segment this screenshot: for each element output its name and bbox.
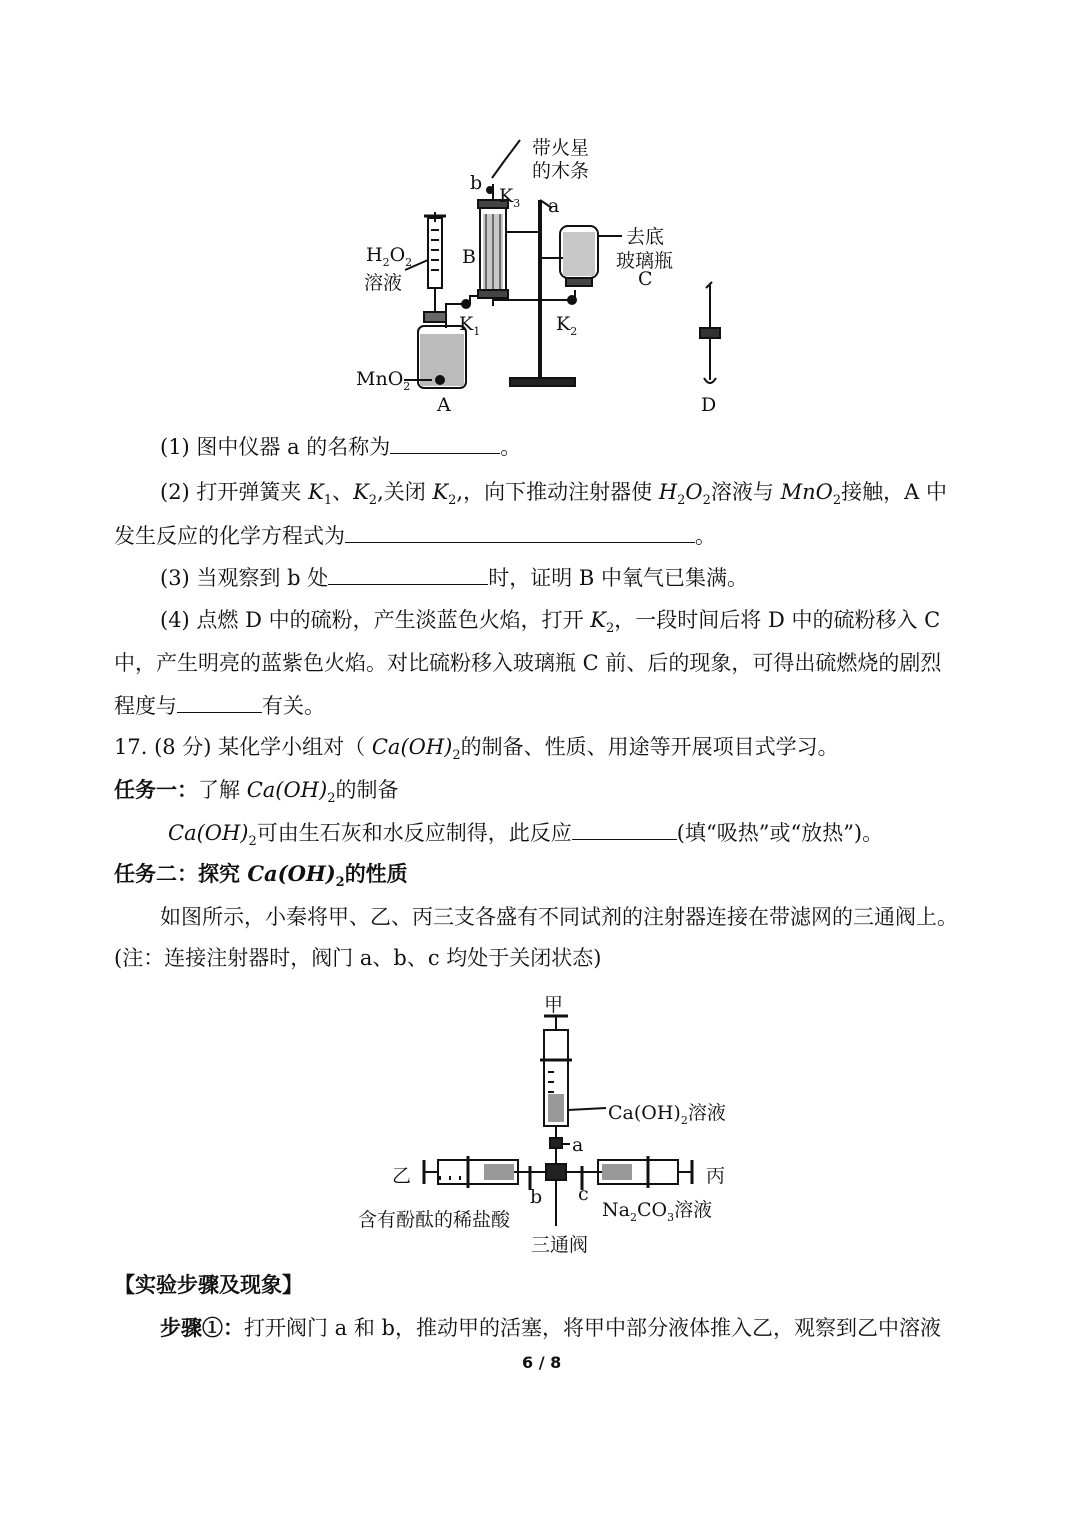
- q16-part3: (3) 当观察到 b 处 时，证明 B 中氧气已集满。: [160, 562, 748, 593]
- label-caoh2-solution: $Ca(OH)_2$溶液: [608, 1102, 726, 1127]
- label-h2o2-solution: 溶液: [364, 272, 403, 294]
- task2-paragraph-2: (注：连接注射器时，阀门 a、b、c 均处于关闭状态): [114, 946, 602, 970]
- label-mno2: MnO$_2$: [356, 368, 411, 393]
- q16-part1: (1) 图中仪器 a 的名称为 。: [160, 431, 521, 462]
- q16-part4-line1: (4) 点燃 D 中的硫粉，产生淡蓝色火焰，打开 $K_2$，一段时间后将 D 中的硫粉移入 C: [160, 608, 941, 637]
- task1-heading: 任务一：了解 $Ca(OH)_2$的制备: [114, 777, 399, 807]
- q17-heading: 17. (8 分) 某化学小组对（ $Ca(OH)_2$的制备、性质、用途等开展项目式学习。: [114, 735, 839, 764]
- q16-part2-line1: (2) 打开弹簧夹 $K_1$、$K_2$,关闭 $K_2$,，向下推动注射器使 $H_2O_2$溶液与 MnO$_2$接触，A 中: [160, 480, 947, 509]
- task2-paragraph-1: 如图所示，小秦将甲、乙、丙三支各盛有不同试剂的注射器连接在带滤网的三通阀上。: [160, 905, 958, 929]
- label-h2o2: $H_2O_2$: [366, 244, 413, 269]
- label-na2co3: $Na_2CO_3$溶液: [602, 1199, 713, 1224]
- label-b: b: [470, 172, 483, 194]
- task1-question: $Ca(OH)_2$可由生石灰和水反应制得，此反应 (填“吸热”或“放热”)。: [168, 817, 883, 857]
- label-B: B: [462, 246, 476, 268]
- q16-part4-line2: 中，产生明亮的蓝紫色火焰。对比硫粉移入玻璃瓶 C 前、后的现象，可得出硫燃烧的剧烈: [114, 651, 942, 675]
- q16-part4-line3: 程度与 有关。: [114, 690, 325, 721]
- label-valve-a: a: [572, 1134, 584, 1156]
- label-c: C: [638, 268, 653, 290]
- q16-part2-line2: 发生反应的化学方程式为 。: [114, 520, 716, 551]
- task2-heading: 任务二：探究 $Ca(OH)_2$的性质: [114, 861, 408, 891]
- label-k3: $K_3$: [499, 185, 521, 210]
- label-hcl: 含有酚酞的稀盐酸: [358, 1209, 511, 1231]
- steps-heading: 【实验步骤及现象】: [114, 1272, 303, 1297]
- label-k1: $K_1$: [459, 313, 481, 338]
- label-jar-c-1: 去底: [626, 226, 665, 248]
- label-three-way-valve: 三通阀: [531, 1234, 589, 1256]
- label-yi: 乙: [392, 1165, 412, 1187]
- label-A: A: [437, 394, 451, 416]
- step1-text: 步骤①：打开阀门 a 和 b，推动甲的活塞，将甲中部分液体推入乙，观察到乙中溶液: [160, 1315, 941, 1340]
- label-jia: 甲: [544, 994, 564, 1016]
- label-jar-c-2: 玻璃瓶: [616, 250, 674, 272]
- label-splint-2: 的木条: [532, 160, 590, 182]
- label-valve-c: c: [578, 1183, 589, 1205]
- label-valve-b: b: [530, 1186, 543, 1208]
- page-number: 6 / 8: [522, 1353, 562, 1372]
- label-splint: 带火星: [532, 137, 590, 159]
- label-a: a: [548, 195, 560, 217]
- label-D: D: [701, 394, 717, 416]
- label-k2: $K_2$: [556, 313, 578, 338]
- label-bing: 丙: [706, 1165, 726, 1187]
